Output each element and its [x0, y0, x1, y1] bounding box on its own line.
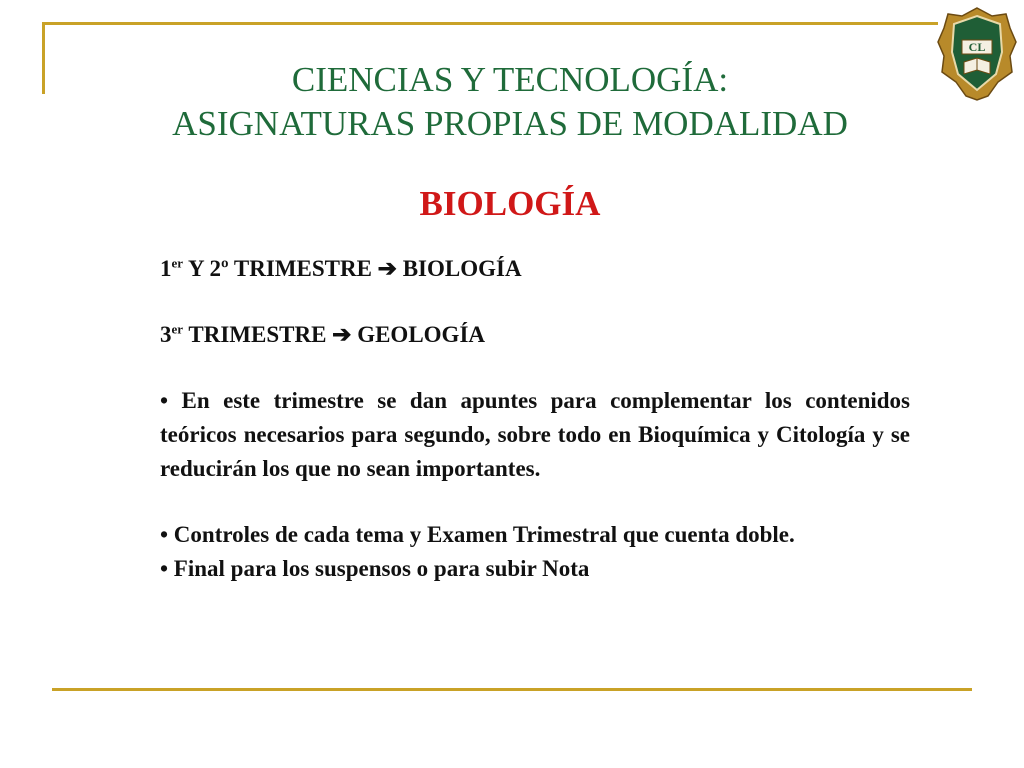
trimester-3-number: 3 [160, 322, 172, 347]
slide-body [160, 252, 910, 586]
title-line-1: CIENCIAS Y TECNOLOGÍA: [291, 60, 729, 99]
trimester-1-line [160, 252, 910, 286]
arrow-icon: ➔ [377, 256, 397, 281]
frame-bottom-line [52, 688, 972, 691]
arrow-icon: ➔ [332, 322, 352, 347]
bullet-item-2: • Controles de cada tema y Examen Trimestral que cuenta doble. [160, 522, 795, 547]
bullet-item-3: • Final para los suspensos o para subir Nota [160, 556, 590, 581]
trimester-3-line [160, 318, 910, 352]
trimester-1-superscript: er [171, 255, 184, 271]
trimester-1-subject: BIOLOGÍA [396, 256, 522, 281]
trimester-3-subject: GEOLOGÍA [351, 322, 486, 347]
frame-left-line [42, 22, 45, 94]
trimester-1-number: 1 [160, 256, 172, 281]
title-line-2: ASIGNATURAS PROPIAS DE MODALIDAD [172, 104, 848, 143]
slide-subtitle: BIOLOGÍA [419, 184, 601, 223]
slide-title [60, 58, 960, 146]
trimester-1-label: Y 2º TRIMESTRE [183, 256, 378, 281]
logo-text: CL [968, 40, 986, 54]
frame-top-line [42, 22, 938, 25]
trimester-3-superscript: er [171, 321, 184, 337]
trimester-3-label: TRIMESTRE [183, 322, 333, 347]
bullet-item-1: • En este trimestre se dan apuntes para complementar los contenidos teóricos necesarios para segundo, sobre todo en Bioquímica y Citología y se reducirán los que no sean importantes. [160, 388, 910, 481]
